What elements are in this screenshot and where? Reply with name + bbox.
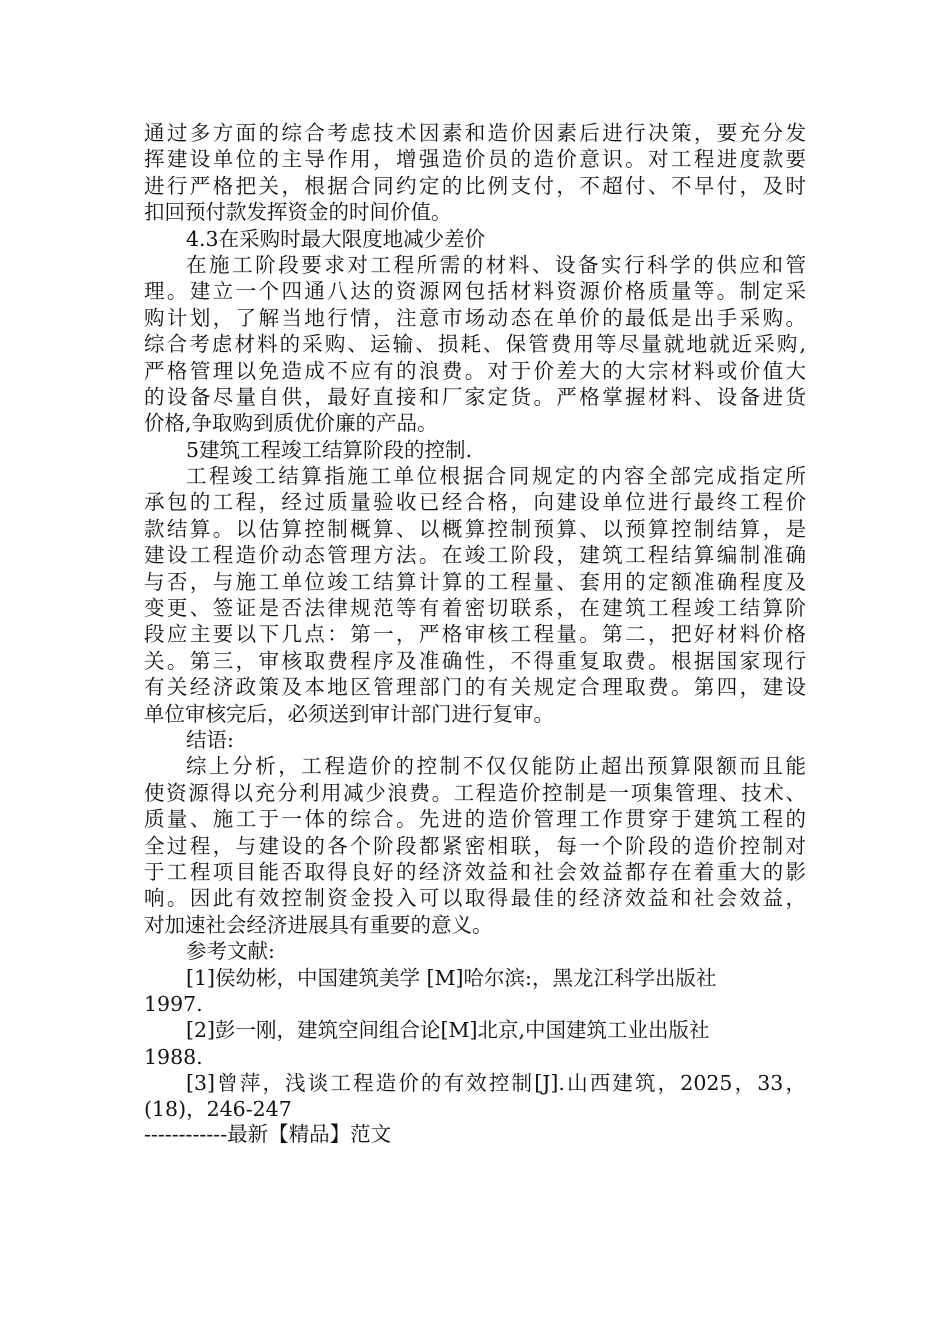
- text-line: 购计划，了解当地行情，注意市场动态在单价的最低是出手采购。: [144, 305, 806, 330]
- paragraph-investment-decision: [144, 120, 806, 226]
- text-line: 建设工程造价动态管理方法。在竣工阶段，建筑工程结算编制准确: [144, 543, 806, 568]
- text-line: 全过程，与建设的各个阶段都紧密相联，每一个阶段的造价控制对: [144, 833, 806, 858]
- heading-5: [144, 437, 806, 463]
- reference-2: [144, 1017, 806, 1070]
- text-line: 4.3在采购时最大限度地减少差价: [186, 226, 486, 251]
- text-line: 与否，与施工单位竣工结算计算的工程量、套用的定额准确程度及: [144, 569, 806, 594]
- text-line: 段应主要以下几点：第一，严格审核工程量。第二，把好材料价格: [144, 622, 806, 647]
- text-line: 对加速社会经济进展具有重要的意义。: [144, 912, 493, 937]
- text-line: (18)，246-247: [144, 1097, 292, 1122]
- text-line: 价格,争取购到质优价廉的产品。: [144, 411, 438, 436]
- text-line: 参考文献:: [186, 939, 275, 964]
- text-line: 5建筑工程竣工结算阶段的控制.: [186, 437, 473, 462]
- heading-conclusion: [144, 727, 806, 753]
- document-body: [144, 120, 806, 1123]
- text-line: [1]侯幼彬，中国建筑美学 [M]哈尔滨:，黑龙江科学出版社: [186, 965, 717, 990]
- text-line: 关。第三，审核取费程序及准确性，不得重复取费。根据国家现行: [144, 648, 806, 673]
- text-line: 1997.: [144, 991, 203, 1016]
- footer-banner: ------------最新【精品】范文: [144, 1122, 392, 1146]
- text-line: 综合考虑材料的采购、运输、损耗、保管费用等尽量就地就近采购,: [144, 332, 806, 357]
- heading-4-3: [144, 226, 806, 252]
- reference-3: [144, 1070, 806, 1123]
- text-line: 结语:: [186, 727, 234, 752]
- text-line: 响。因此有效控制资金投入可以取得最佳的经济效益和社会效益，: [144, 886, 806, 911]
- text-line: 在施工阶段要求对工程所需的材料、设备实行科学的供应和管: [186, 252, 806, 277]
- text-line: 使资源得以充分利用减少浪费。工程造价控制是一项集管理、技术、: [144, 780, 806, 805]
- text-line: 扣回预付款发挥资金的时间价值。: [144, 200, 452, 225]
- text-line: 于工程项目能否取得良好的经济效益和社会效益都存在着重大的影: [144, 859, 806, 884]
- text-line: 变更、签证是否法律规范等有着密切联系，在建筑工程竣工结算阶: [144, 596, 806, 621]
- text-line: 工程竣工结算指施工单位根据合同规定的内容全部完成指定所: [186, 464, 806, 489]
- text-line: 的设备尽量自供，最好直接和厂家定货。严格掌握材料、设备进货: [144, 384, 806, 409]
- text-line: 单位审核完后，必须送到审计部门进行复审。: [144, 701, 554, 726]
- reference-1: [144, 965, 806, 1018]
- text-line: [2]彭一刚，建筑空间组合论[M]北京,中国建筑工业出版社: [186, 1018, 710, 1043]
- text-line: 1988.: [144, 1044, 203, 1069]
- text-line: 有关经济政策及本地区管理部门的有关规定合理取费。第四，建设: [144, 675, 806, 700]
- text-line: 承包的工程，经过质量验收已经合格，向建设单位进行最终工程价: [144, 490, 806, 515]
- text-line: 质量、施工于一体的综合。先进的造价管理工作贯穿于建筑工程的: [144, 807, 806, 832]
- text-line: 理。建立一个四通八达的资源网包括材料资源价格质量等。制定采: [144, 279, 806, 304]
- text-line: [3]曾萍，浅谈工程造价的有效控制[J].山西建筑，2025，33，: [186, 1071, 806, 1096]
- heading-references: [144, 938, 806, 964]
- paragraph-procurement: [144, 252, 806, 437]
- text-line: 通过多方面的综合考虑技术因素和造价因素后进行决策，要充分发: [144, 121, 806, 145]
- text-line: 严格管理以免造成不应有的浪费。对于价差大的大宗材料或价值大: [144, 358, 806, 383]
- paragraph-completion-settlement: [144, 463, 806, 727]
- text-line: 进行严格把关，根据合同约定的比例支付，不超付、不早付，及时: [144, 173, 806, 198]
- paragraph-conclusion: [144, 753, 806, 938]
- text-line: 挥建设单位的主导作用，增强造价员的造价意识。对工程进度款要: [144, 147, 806, 172]
- text-line: 款结算。以估算控制概算、以概算控制预算、以预算控制结算，是: [144, 516, 806, 541]
- text-line: 综上分析，工程造价的控制不仅仅能防止超出预算限额而且能: [186, 754, 806, 779]
